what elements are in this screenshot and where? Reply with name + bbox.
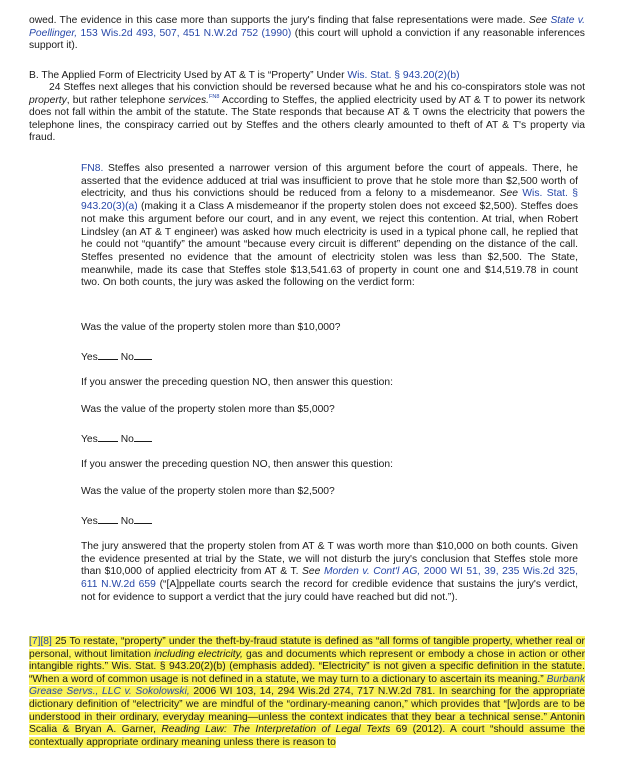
see-signal: See [499, 188, 518, 200]
yes-blank-1[interactable] [98, 350, 118, 360]
paragraph-25: [7][8] 25 To restate, “property” under the theft-by-fraud statute is defined as “all forms of tangible property, whether real or personal, without limitation including electricity, gas and documents which represent or embody a chose in action or other intangible rights.” Wis. Stat. § 943.20(2)(b) (emphasis added). “Electricity” is not given a specific definition in the statute. “When a word of common usage is not defined in a statute, we may turn to a dictionary to ascertain its meaning.” Burbank Grease Servs., LLC v. Sokolowski, 2006 WI 103, 14, 294 Wis.2d 274, 717 N.W.2d 781. In searching for the appropriate dictionary definition of “electricity” we are mindful of the “ordinary-meaning canon,” which provides that “[w]ords are to be understood in their ordinary, everyday meaning—unless the context indicates that they bear a technical sense.” Antonin Scalia & Bryan A. Garner, Reading Law: The Interpretation of Legal Texts 69 (2012). A court “should assume the contextually appropriate ordinary meaning unless there is reason to [29, 636, 586, 748]
see-signal: See [528, 15, 548, 26]
see-signal: See [302, 566, 321, 578]
continuation-line-3: any reasonable inferences support it). [29, 27, 585, 52]
wis-stat-943-20-2-b-link[interactable]: Wis. Stat. § 943.20(2)(b) [347, 70, 460, 81]
reading-law-title: Reading Law: The Interpretation of Legal Texts [161, 724, 391, 736]
wis-stat-943-20-3-a-link[interactable]: Wis. Stat. § 943.20(3)(a) [81, 188, 578, 213]
verdict-answer-1: Yes No [81, 350, 152, 365]
continuation-paragraph [29, 15, 585, 53]
verdict-answer-3: Yes No [81, 514, 152, 529]
verdict-question-2: Was the value of the property stolen more than $5,000? [81, 404, 335, 415]
section-b-heading [29, 70, 585, 83]
verdict-question-3: Was the value of the property stolen more than $2,500? [81, 486, 335, 497]
paragraph-24: 24 Steffes next alleges that his conviction should be reversed because what he and his co-conspirators stole was not property, but rather telephone services.$^{FN8}$ According to Steffes, the applied electricity used by AT & T to power its network does not fall within the ambit of the statute. The State responds that because AT & T owns the electricity that powers the telephone lines, the conspiracy carried out by Steffes and the others clearly amounted to theft of AT & T's property via fraud. [29, 82, 585, 144]
jury-answer-paragraph: The jury answered that the property stolen from AT & T was worth more than $10,000 on both counts. Given the evidence presented at trial by the State, we will not disturb the jury's conclusion that Steffes stole more than $10,000 of applied electricity from AT & T. See Morden v. Cont'l AG, 2000 WI 51, 39, 235 Wis.2d 325, 611 N.W.2d 659 (“[A]ppellate courts search the record for credible evidence that sustains the jury's verdict, not for evidence to support a verdict that the jury could have reached but did not.”). [81, 541, 578, 603]
no-blank-1[interactable] [134, 350, 152, 360]
yes-blank-2[interactable] [98, 432, 118, 442]
footnote-8-label[interactable]: FN8. [81, 163, 104, 174]
no-blank-2[interactable] [134, 432, 152, 442]
verdict-question-1: Was the value of the property stolen more than $10,000? [81, 322, 341, 333]
footnote-8-ref-link[interactable]: FN8 [209, 93, 220, 100]
burbank-grease-link[interactable]: Burbank Grease Servs., LLC v. Sokolowski, [29, 673, 585, 698]
footnote-8: FN8. Steffes also presented a narrower version of this argument before the court of appeals. There, he asserted that the evidence adduced at trial was insufficient to prove that he stole more than $2,500 worth of electricity, and thus his convictions should be reduced from a felony to a misdemeanor. See Wis. Stat. § 943.20(3)(a) (making it a Class A misdemeanor if the property stolen does not exceed $2,500). Steffes does not make this argument before our court, and in any event, we reject this contention. At trial, when Robert Lindsley (an AT & T engineer) was asked how much electricity is used in a typical phone call, he replied that he could not “quantify” the amount “because every circuit is different” depending on the distance of the call. Steffes presented no evidence that the amount of electricity stolen was less than $2,500. The State, meanwhile, made its case that Steffes stole $13,541.63 of property in count one and $14,519.78 in count two. On both counts, the jury was asked the following on the verdict form: [81, 163, 578, 289]
state-v-poellinger-link[interactable]: State v. Poellinger, 153 Wis.2d 493, 507, 451 N.W.2d 752 (1990) [29, 15, 585, 39]
morden-v-contl-ag-link[interactable]: Morden v. Cont'l AG, 2000 WI 51, 39, 235 Wis.2d 325, 611 N.W.2d 659 [81, 566, 578, 591]
continuation-line-1: owed. The evidence in this case more than supports the jury's finding that false representations were made. [29, 15, 526, 26]
continuation-line-2: (this court will uphold a conviction if [291, 27, 460, 39]
section-b-heading-text: B. The Applied Form of Electricity Used by AT & T is “Property” Under [29, 70, 348, 81]
verdict-instruction-1: If you answer the preceding question NO, then answer this question: [81, 377, 393, 388]
verdict-instruction-2: If you answer the preceding question NO, then answer this question: [81, 459, 393, 470]
yes-blank-3[interactable] [98, 514, 118, 524]
no-blank-3[interactable] [134, 514, 152, 524]
verdict-answer-2: Yes No [81, 432, 152, 447]
headnote-7-8-link[interactable]: [7][8] [29, 636, 52, 647]
